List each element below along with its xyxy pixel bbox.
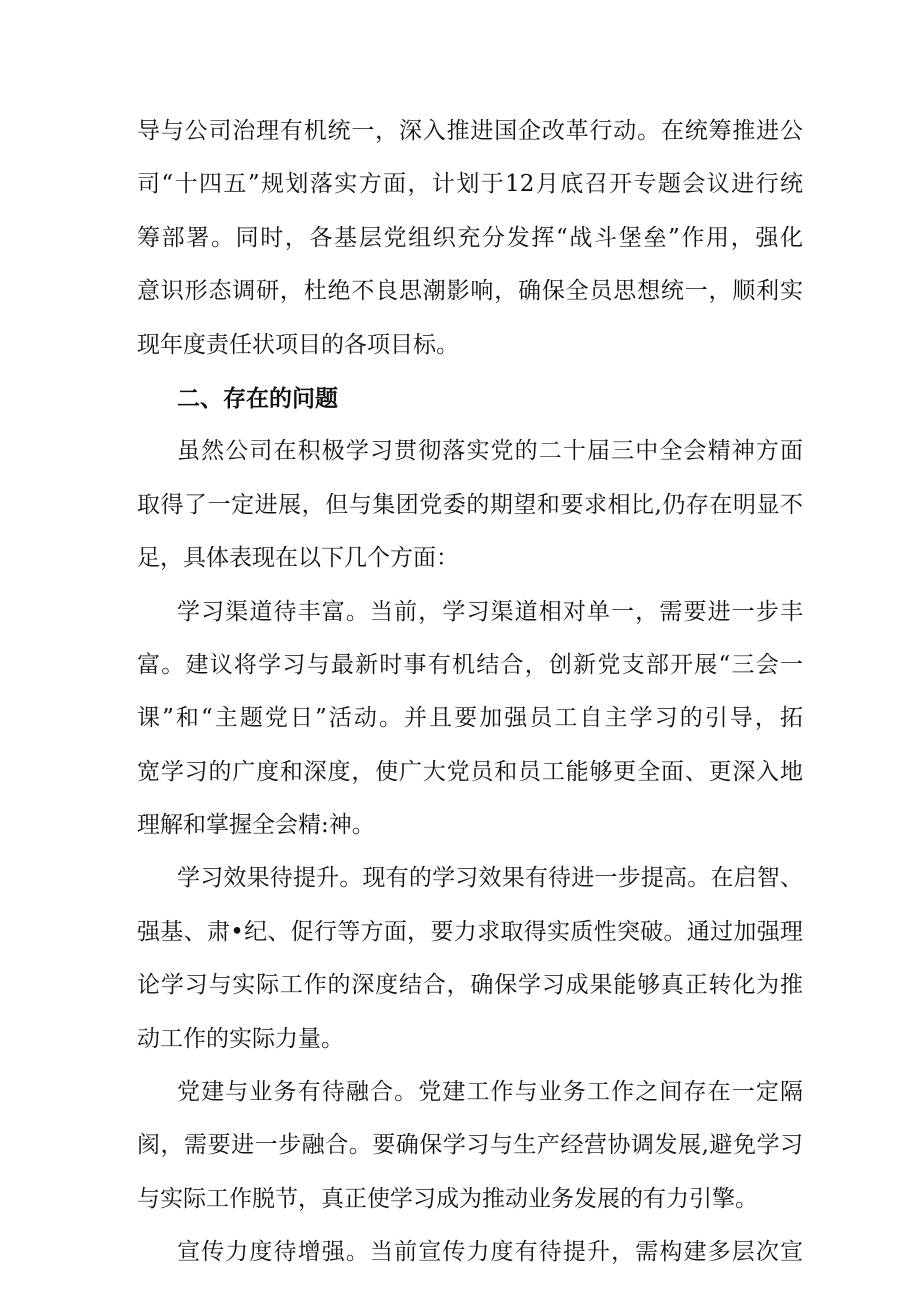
text-line: 党建与业务有待融合。党建工作与业务工作之间存在一定隔 bbox=[177, 1079, 803, 1106]
text-line: 动工作的实际力量。 bbox=[137, 1025, 344, 1052]
text-line: 取得了一定进展，但与集团党委的期望和要求相比,仍存在明显不 bbox=[137, 491, 803, 518]
text-line: 筹部署。同时，各基层党组织充分发挥“战斗堡垒”作用，强化 bbox=[137, 224, 803, 251]
text-line: 理解和掌握全会精:神。 bbox=[137, 812, 375, 839]
text-line: 富。建议将学习与最新时事有机结合，创新党支部开展“三会一 bbox=[137, 651, 803, 678]
text-line: 学习渠道待丰富。当前，学习渠道相对单一，需要进一步丰 bbox=[177, 598, 803, 625]
text-line: 学习效果待提升。现有的学习效果有待进一步提高。在启智、 bbox=[177, 865, 803, 892]
text-line: 意识形态调研，杜绝不良思潮影响，确保全员思想统一，顺利实 bbox=[137, 278, 803, 305]
text-line: 论学习与实际工作的深度结合，确保学习成果能够真正转化为推 bbox=[137, 972, 803, 999]
text-line: 强基、肃•纪、促行等方面，要力求取得实质性突破。通过加强理 bbox=[137, 918, 803, 945]
text-line: 阂，需要进一步融合。要确保学习与生产经营协调发展,避免学习 bbox=[137, 1132, 803, 1159]
text-line: 课”和“主题党日”活动。并且要加强员工自主学习的引导，拓 bbox=[137, 705, 803, 732]
text-line: 司“十四五”规划落实方面，计划于12月底召开专题会议进行统 bbox=[137, 171, 803, 198]
text-line: 宣传力度待增强。当前宣传力度有待提升，需构建多层次宣 bbox=[177, 1239, 803, 1266]
text-line: 宽学习的广度和深度，使广大党员和员工能够更全面、更深入地 bbox=[137, 758, 803, 785]
text-line: 足，具体表现在以下几个方面： bbox=[137, 545, 459, 572]
text-line: 虽然公司在积极学习贯彻落实党的二十届三中全会精神方面 bbox=[177, 438, 803, 465]
section-heading: 二、存在的问题 bbox=[177, 384, 338, 412]
document-body bbox=[137, 105, 803, 1280]
text-line: 与实际工作脱节，真正使学习成为推动业务发展的有力引擎。 bbox=[137, 1185, 758, 1212]
text-line: 导与公司治理有机统一，深入推进国企改革行动。在统筹推进公 bbox=[137, 118, 803, 144]
text-line: 现年度责任状项目的各项目标。 bbox=[137, 331, 459, 358]
